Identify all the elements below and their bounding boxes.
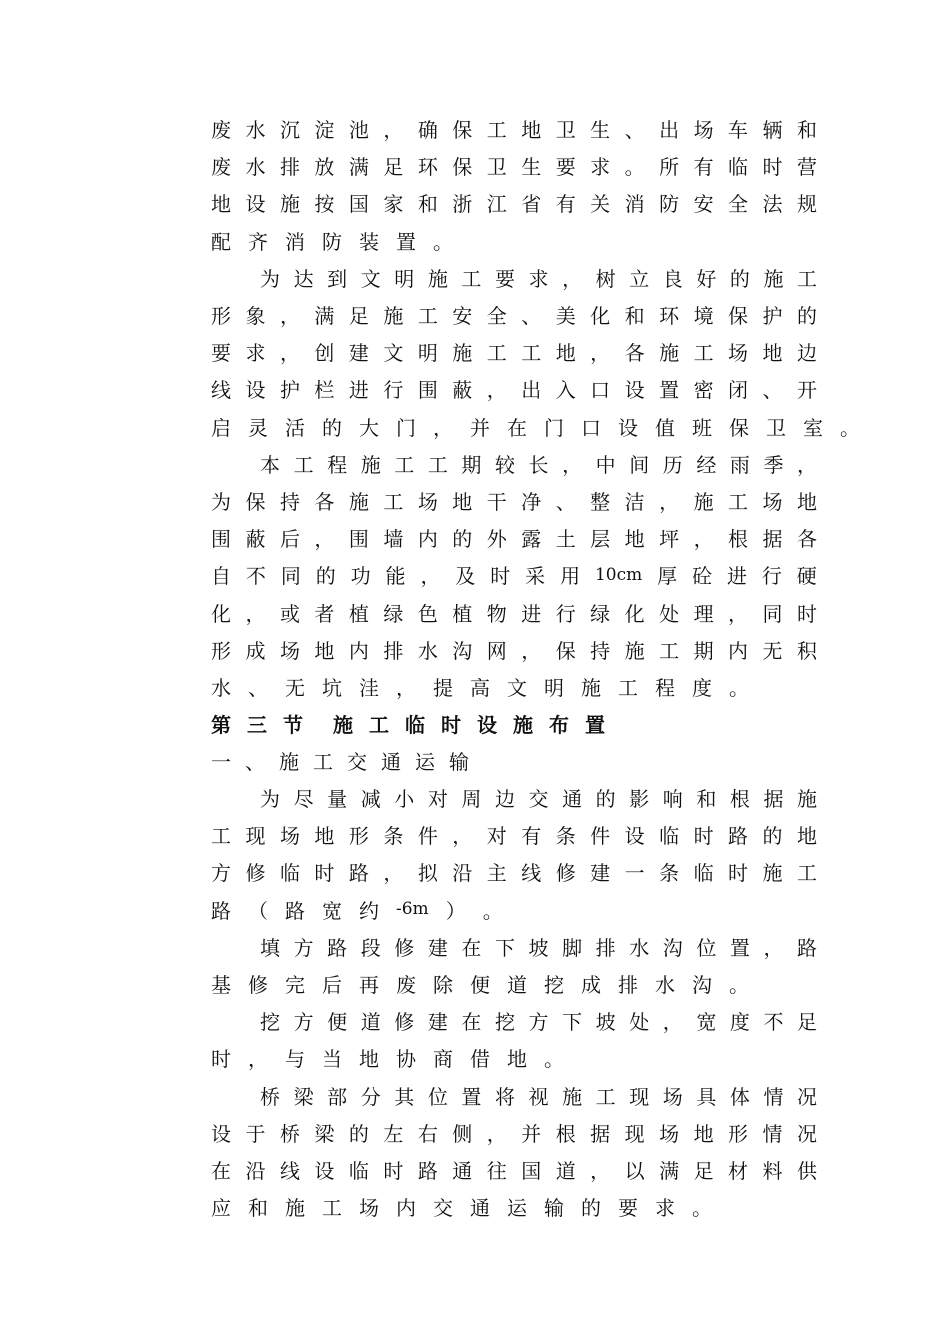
text-line: 配 齐 消 防 装 置 。 [211, 229, 453, 254]
text-line: 路 （ 路 宽 约 -6m ） 。 [211, 898, 503, 923]
text-line: 形 象 ， 满 足 施 工 安 全 、 美 化 和 环 境 保 护 的 [211, 304, 817, 329]
text-line: 桥 梁 部 分 其 位 置 将 视 施 工 现 场 具 体 情 况 [260, 1084, 817, 1109]
text-line: 自 不 同 的 功 能 ， 及 时 采 用 10cm 厚 砼 进 行 硬 [211, 564, 817, 589]
text-line: 应 和 施 工 场 内 交 通 运 输 的 要 求 。 [211, 1196, 712, 1221]
text-line: 要 求 ， 创 建 文 明 施 工 工 地 ， 各 施 工 场 地 边 [211, 341, 817, 366]
text-line: 地 设 施 按 国 家 和 浙 江 省 有 关 消 防 安 全 法 规 [211, 192, 817, 217]
text-line: 为 保 持 各 施 工 场 地 干 净 、 整 洁 ， 施 工 场 地 [211, 489, 817, 514]
document-body [211, 110, 860, 1225]
text-line: 形 成 场 地 内 排 水 沟 网 ， 保 持 施 工 期 内 无 积 [211, 638, 817, 663]
text-line: 启 灵 活 的 大 门 ， 并 在 门 口 设 值 班 保 卫 室 。 [211, 415, 860, 440]
text-line: 水 、 无 坑 洼 ， 提 高 文 明 施 工 程 度 。 [211, 675, 749, 700]
text-line: 工 现 场 地 形 条 件 ， 对 有 条 件 设 临 时 路 的 地 [211, 824, 817, 849]
text-line: 为 尽 量 减 小 对 周 边 交 通 的 影 响 和 根 据 施 [260, 787, 817, 812]
text-line: 围 蔽 后 ， 围 墙 内 的 外 露 土 层 地 坪 ， 根 据 各 [211, 527, 817, 552]
text-line: 基 修 完 后 再 废 除 便 道 挖 成 排 水 沟 。 [211, 973, 749, 998]
text-line: 本 工 程 施 工 工 期 较 长 ， 中 间 历 经 雨 季 ， [260, 452, 817, 477]
text-line: 废 水 沉 淀 池 ， 确 保 工 地 卫 生 、 出 场 车 辆 和 [211, 118, 817, 143]
text-line: 为 达 到 文 明 施 工 要 求 ， 树 立 良 好 的 施 工 [260, 266, 817, 291]
text-line: 化 ， 或 者 植 绿 色 植 物 进 行 绿 化 处 理 ， 同 时 [211, 601, 817, 626]
text-line: 在 沿 线 设 临 时 路 通 往 国 道 ， 以 满 足 材 料 供 [211, 1158, 817, 1183]
text-line: 线 设 护 栏 进 行 围 蔽 ， 出 入 口 设 置 密 闭 、 开 [211, 378, 817, 403]
section-heading: 第 三 节 施 工 临 时 设 施 布 置 [211, 713, 605, 737]
text-line: 填 方 路 段 修 建 在 下 坡 脚 排 水 沟 位 置 ， 路 [260, 935, 817, 960]
text-line: 设 于 桥 梁 的 左 右 侧 ， 并 根 据 现 场 地 形 情 况 [211, 1121, 817, 1146]
text-line: 废 水 排 放 满 足 环 保 卫 生 要 求 。 所 有 临 时 营 [211, 155, 817, 180]
text-line: 挖 方 便 道 修 建 在 挖 方 下 坡 处 ， 宽 度 不 足 [260, 1010, 817, 1035]
text-line: 时 ， 与 当 地 协 商 借 地 。 [211, 1047, 564, 1072]
subsection-heading: 一 、 施 工 交 通 运 输 [211, 750, 469, 774]
text-line: 方 修 临 时 路 ， 拟 沿 主 线 修 建 一 条 临 时 施 工 [211, 861, 817, 886]
